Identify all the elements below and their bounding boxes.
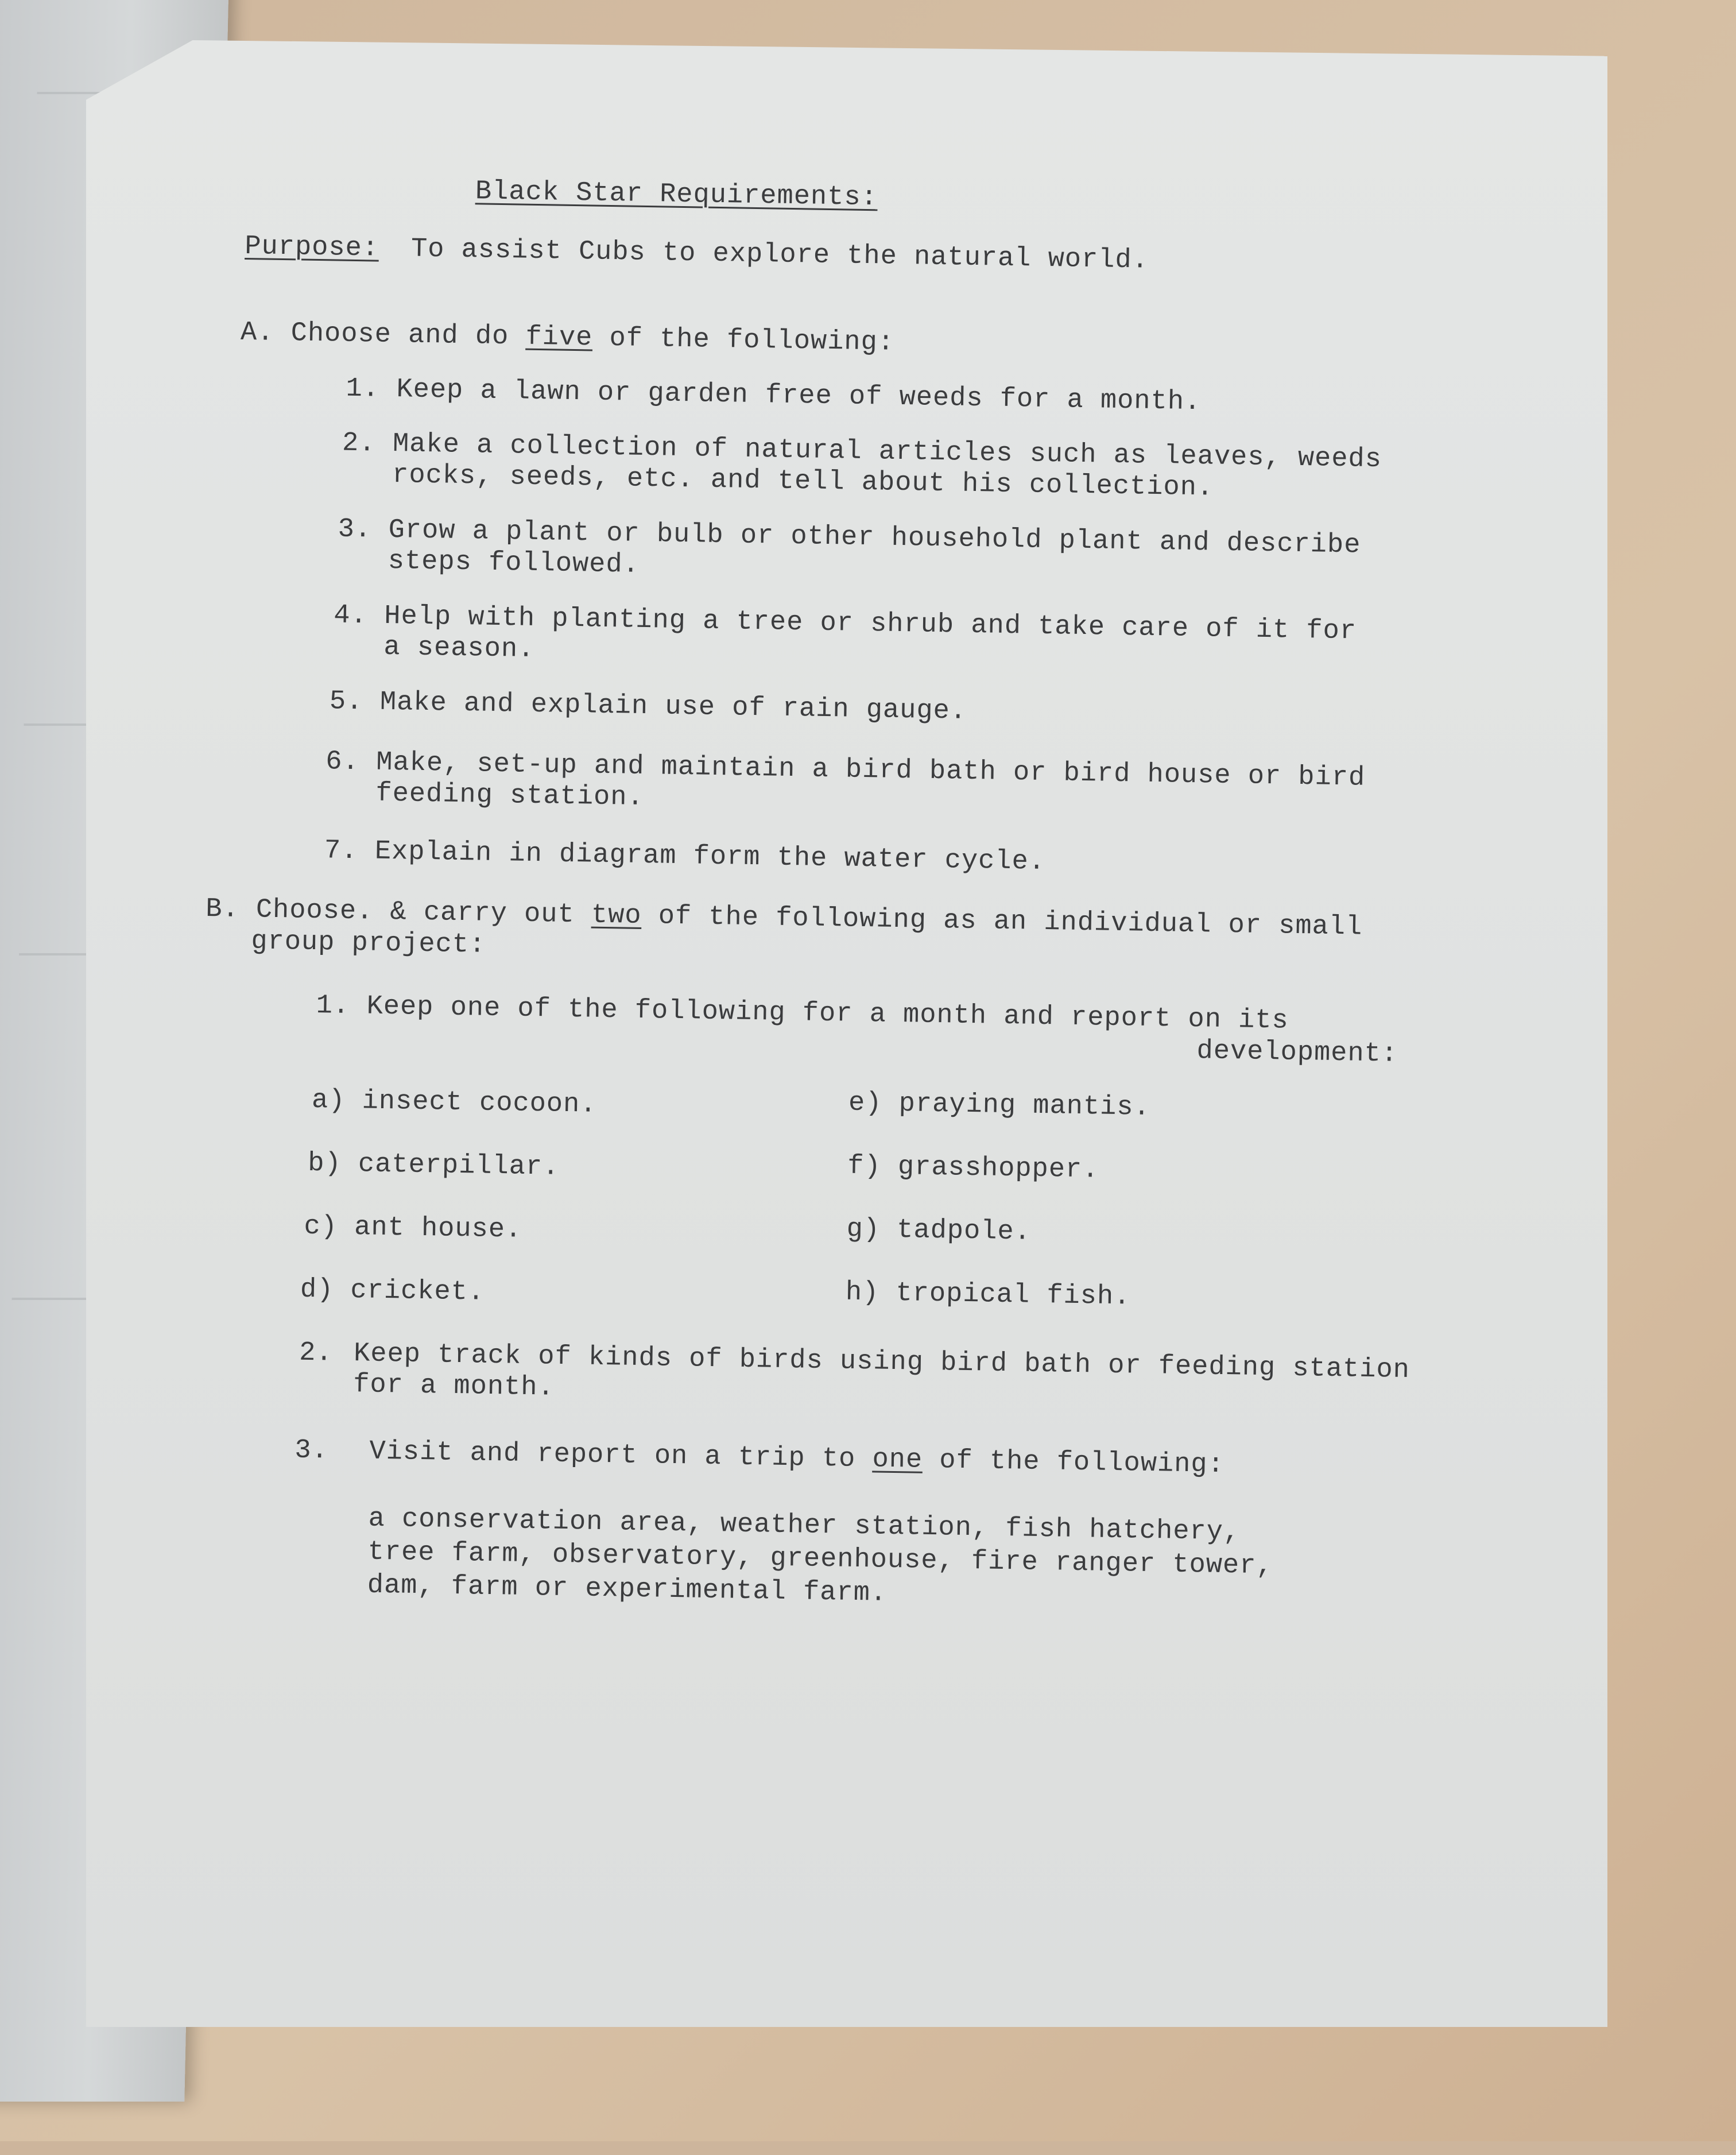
section-b-heading-cont: group project: (250, 926, 486, 961)
list-item: 1. Keep one of the following for a month and report on its (316, 991, 1289, 1036)
purpose-line (245, 231, 1149, 277)
section-a-count: five (525, 322, 593, 354)
list-item: 6. Make, set-up and maintain a bird bath or bird house or bird feeding station. (325, 746, 1366, 814)
list-item: 2. Make a collection of natural articles such as leaves, weeds rocks, seeds, etc. and tell about his collection. (342, 428, 1382, 504)
section-a-heading: A. Choose and do five of the following: (240, 317, 895, 358)
section-b-marker: B. (205, 894, 240, 925)
option-item: h) tropical fish. (845, 1277, 1131, 1313)
list-item: 1. Keep a lawn or garden free of weeds for a month. (346, 373, 1202, 418)
section-b-count: two (591, 900, 642, 931)
list-item: 3. Visit and report on a trip to one of the following: (294, 1435, 1225, 1481)
places-list: a conservation area, weather station, fish hatchery, tree farm, observatory, greenhouse, fire ranger tower, dam, farm or experimental farm. (367, 1503, 1273, 1609)
option-item: c) ant house. (304, 1211, 522, 1245)
list-item: 7. Explain in diagram form the water cycle. (324, 835, 1046, 878)
option-item: d) cricket. (300, 1274, 485, 1308)
page-title: Black Star Requirements: (475, 176, 878, 214)
purpose-label: Purpose: (244, 231, 379, 264)
section-b-item3-count: one (872, 1444, 923, 1476)
list-item: 2. Keep track of kinds of birds using bird bath or feeding station for a month. (299, 1337, 1410, 1403)
section-a-marker: A. (240, 317, 274, 349)
list-item: 3. Grow a plant or bulb or other household plant and describe steps followed. (338, 514, 1361, 581)
purpose-text: To assist Cubs to explore the natural world. (410, 234, 1149, 276)
list-item: 5. Make and explain use of rain gauge. (329, 686, 967, 727)
list-item: 4. Help with planting a tree or shrub and take care of it for a season. (333, 600, 1357, 665)
option-item: f) grasshopper. (847, 1151, 1099, 1186)
option-item: b) caterpillar. (307, 1148, 560, 1183)
option-item: e) praying mantis. (848, 1088, 1151, 1123)
option-item: g) tadpole. (846, 1214, 1032, 1248)
list-item-cont: development: (1196, 1036, 1398, 1070)
section-b-heading: B. Choose. & carry out two of the following as an individual or small (205, 894, 1363, 943)
option-item: a) insect cocoon. (311, 1085, 597, 1120)
